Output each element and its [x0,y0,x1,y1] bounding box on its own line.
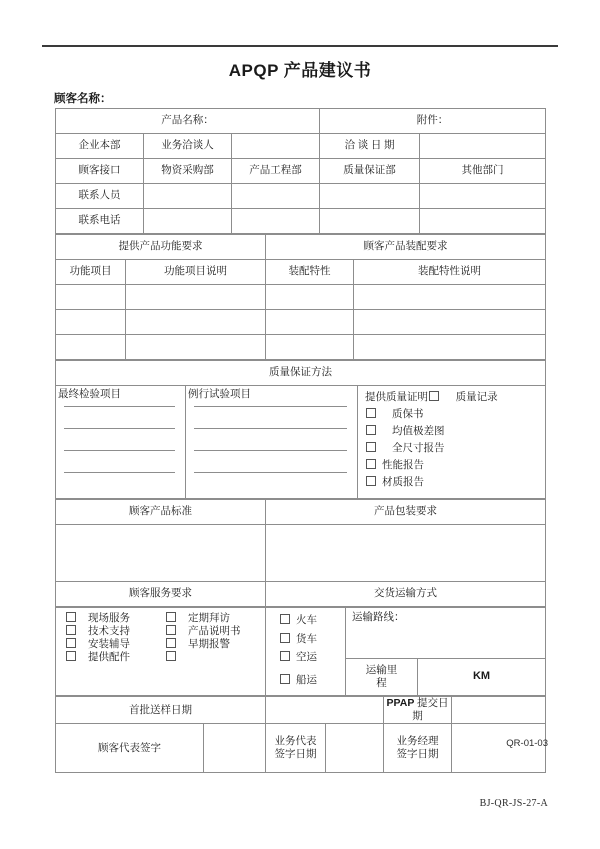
final-inspection-line[interactable] [64,406,175,429]
customer-service-req-header: 顾客服务要求 [56,582,266,607]
function-item-desc-header: 功能项目说明 [126,260,266,285]
service-option-label: 技术支持 [88,626,130,638]
table-row [56,335,546,360]
table-row [56,724,546,773]
enterprise-hq-label: 企业本部 [56,134,144,159]
checkbox-cell[interactable] [56,612,88,625]
product-name-label: 产品名称： [56,109,320,134]
customer-rep-signature-field[interactable] [204,724,266,773]
checkbox-icon[interactable] [166,638,176,648]
assembly-feature-field[interactable] [266,310,354,335]
page-title-cn: 产品建议书 [283,61,372,80]
function-item-header: 功能项目 [56,260,126,285]
service-option-label: 现场服务 [88,613,130,624]
service-option-label: 早期报警 [188,639,230,651]
checkbox-icon[interactable] [280,614,290,624]
first-sample-date-label: 首批送样日期 [56,697,266,724]
provide-function-requirements-header: 提供产品功能要求 [56,235,266,260]
customer-product-standard-field[interactable] [56,525,266,582]
business-mgr-line1: 业务经理 [396,735,439,747]
cert-item-label: 质保书 [392,409,424,420]
table-row [56,159,546,184]
list-item[interactable] [364,457,545,474]
table-row [56,608,546,659]
routine-test-items-label: 例行试验项目 [188,389,251,400]
service-shipping-table [55,607,546,696]
checkbox-icon[interactable] [66,638,76,648]
provide-quality-cert-label: 提供质量证明 [365,392,428,403]
table-row [56,310,546,335]
product-packaging-req-header: 产品包装要求 [266,500,546,525]
table-row [56,235,546,260]
business-mgr-date-label [384,724,452,773]
checkbox-cell[interactable] [166,651,188,664]
customer-interface-label: 顾客接口 [56,159,144,184]
form-code: QR-01-03 [506,738,548,749]
contact-person-field-2[interactable] [232,184,320,209]
function-item-desc-field[interactable] [126,285,266,310]
list-item[interactable] [364,440,545,457]
assembly-feature-header: 装配特性 [266,260,354,285]
function-item-field[interactable] [56,285,126,310]
routine-test-line[interactable] [194,406,347,429]
list-item[interactable] [56,651,265,664]
customer-name-label: 顾客名称： [54,93,112,105]
contact-phone-field-4[interactable] [420,209,546,234]
ppap-submit-date-cn: 提交日期 [412,698,449,723]
table-row [56,134,546,159]
checkbox-icon[interactable] [366,459,376,469]
business-rep-date-field[interactable] [326,724,384,773]
routine-test-line[interactable] [194,451,347,473]
assembly-feature-desc-header: 装配特性说明 [354,260,546,285]
shipping-option-label: 空运 [296,652,317,664]
quality-certificate-list [358,386,545,491]
header-rule [42,45,558,47]
service-option-label [188,651,265,664]
list-item[interactable] [266,631,345,650]
quality-assurance-table [55,360,546,499]
list-item[interactable] [364,423,545,440]
list-item[interactable] [56,612,265,625]
business-rep-line2: 签字日期 [274,749,317,761]
final-inspection-line[interactable] [64,451,175,473]
routine-test-lines [186,404,357,475]
contact-person-field-1[interactable] [144,184,232,209]
assembly-feature-desc-field[interactable] [354,310,546,335]
checkbox-icon[interactable] [366,442,376,452]
business-mgr-line2: 签字日期 [396,749,439,761]
table-row [56,386,546,499]
standards-packaging-table [55,499,546,607]
shipping-option-label: 货车 [296,633,317,645]
header-table [55,108,546,234]
service-options-list [56,608,265,667]
checkbox-icon[interactable] [280,633,290,643]
assembly-feature-desc-field[interactable] [354,335,546,360]
routine-test-items-cell [186,386,358,499]
contact-phone-field-3[interactable] [320,209,420,234]
customer-assembly-requirements-header: 顾客产品装配要求 [266,235,546,260]
assembly-feature-field[interactable] [266,335,354,360]
contact-person-field-3[interactable] [320,184,420,209]
function-item-desc-field[interactable] [126,335,266,360]
contact-phone-label: 联系电话 [56,209,144,234]
material-purchasing-label: 物资采购部 [144,159,232,184]
final-inspection-items-label: 最终检验项目 [58,389,121,400]
contact-person-label: 联系人员 [56,184,144,209]
page-title [0,56,600,81]
table-row [56,285,546,310]
list-item[interactable] [56,638,265,651]
assembly-feature-desc-field[interactable] [354,285,546,310]
table-row [56,109,546,134]
table-row [56,260,546,285]
assembly-feature-field[interactable] [266,285,354,310]
transport-route-label: 运输路线： [352,612,405,623]
service-option-label: 定期拜访 [188,613,230,624]
shipping-options-cell [266,608,346,696]
service-option-label: 提供配件 [88,652,130,664]
table-row [56,582,546,607]
customer-rep-signature-label: 顾客代表签字 [56,724,204,773]
contact-phone-field-2[interactable] [232,209,320,234]
ppap-submit-date-field[interactable] [452,697,546,724]
ppap-submit-date-label [384,697,452,724]
attachment-label: 附件： [320,109,546,134]
checkbox-cell[interactable] [56,638,88,651]
ppap-latin-label: PPAP [386,697,415,709]
function-item-desc-field[interactable] [126,310,266,335]
other-dept-label: 其他部门 [420,159,546,184]
list-item[interactable] [364,406,545,423]
checkbox-cell[interactable] [166,625,188,638]
quality-assurance-method-header: 质量保证方法 [56,361,546,386]
quality-certificates-cell [358,386,546,499]
list-item[interactable] [266,612,345,631]
function-item-field[interactable] [56,335,126,360]
checkbox-icon[interactable] [429,391,439,401]
checkbox-icon[interactable] [66,625,76,635]
table-row [56,697,546,724]
service-option-label: 安装辅导 [88,639,130,651]
mileage-unit-label: KM [472,670,491,683]
table-row [56,525,546,582]
transport-mileage-field[interactable] [418,659,546,696]
shipping-options-list [266,608,345,693]
service-options-cell [56,608,266,696]
transport-route-cell[interactable] [346,608,546,659]
cert-item-label: 性能报告 [382,460,424,471]
business-rep-date-label [266,724,326,773]
table-row [56,209,546,234]
function-assembly-table [55,234,546,360]
table-row [56,361,546,386]
quality-record-label: 质量记录 [455,392,498,403]
checkbox-icon[interactable] [280,674,290,684]
document-id: BJ-QR-JS-27-A [479,798,548,809]
business-negotiator-label: 业务洽谈人 [144,134,232,159]
service-option-label: 产品说明书 [188,626,241,638]
checkbox-icon[interactable] [280,651,290,661]
cert-item-label: 材质报告 [382,477,424,488]
checkbox-icon[interactable] [166,625,176,635]
transport-mileage-line2: 程 [376,678,387,689]
negotiation-date-field[interactable] [420,134,546,159]
form-grid [55,108,545,773]
delivery-transport-mode-header: 交货运输方式 [266,582,546,607]
checkbox-icon[interactable] [166,651,176,661]
contact-person-field-4[interactable] [420,184,546,209]
cert-item-label: 全尺寸报告 [392,443,445,454]
table-row [56,184,546,209]
contact-phone-field-1[interactable] [144,209,232,234]
first-sample-date-field[interactable] [266,697,384,724]
checkbox-cell[interactable] [166,638,188,651]
list-item[interactable] [56,625,265,638]
page-title-latin: APQP [228,61,279,80]
list-item[interactable] [266,649,345,668]
signature-table [55,696,546,773]
checkbox-icon[interactable] [66,651,76,661]
transport-mileage-label [346,659,418,696]
negotiation-date-label: 洽 谈 日 期 [320,134,420,159]
cert-item-label: 均值极差图 [392,426,445,437]
transport-mileage-line1: 运输里 [365,664,398,676]
business-negotiator-field[interactable] [232,134,320,159]
shipping-option-label: 船运 [296,675,317,687]
checkbox-icon[interactable] [366,408,376,418]
checkbox-icon[interactable] [366,425,376,435]
checkbox-cell[interactable] [166,612,188,625]
function-item-field[interactable] [56,310,126,335]
checkbox-icon[interactable] [166,612,176,622]
final-inspection-items-cell [56,386,186,499]
quality-assurance-dept-label: 质量保证部 [320,159,420,184]
product-packaging-req-field[interactable] [266,525,546,582]
checkbox-icon[interactable] [366,476,376,486]
checkbox-cell[interactable] [56,651,88,664]
list-item[interactable] [266,668,345,691]
certificate-list-header [364,389,545,406]
business-rep-line1: 业务代表 [274,735,317,747]
final-inspection-line[interactable] [64,429,175,451]
final-inspection-lines [56,404,185,475]
routine-test-line[interactable] [194,429,347,451]
checkbox-cell[interactable] [56,625,88,638]
product-engineering-label: 产品工程部 [232,159,320,184]
checkbox-icon[interactable] [66,612,76,622]
customer-product-standard-header: 顾客产品标准 [56,500,266,525]
shipping-option-label: 火车 [296,615,317,626]
table-row [56,500,546,525]
list-item[interactable] [364,474,545,491]
